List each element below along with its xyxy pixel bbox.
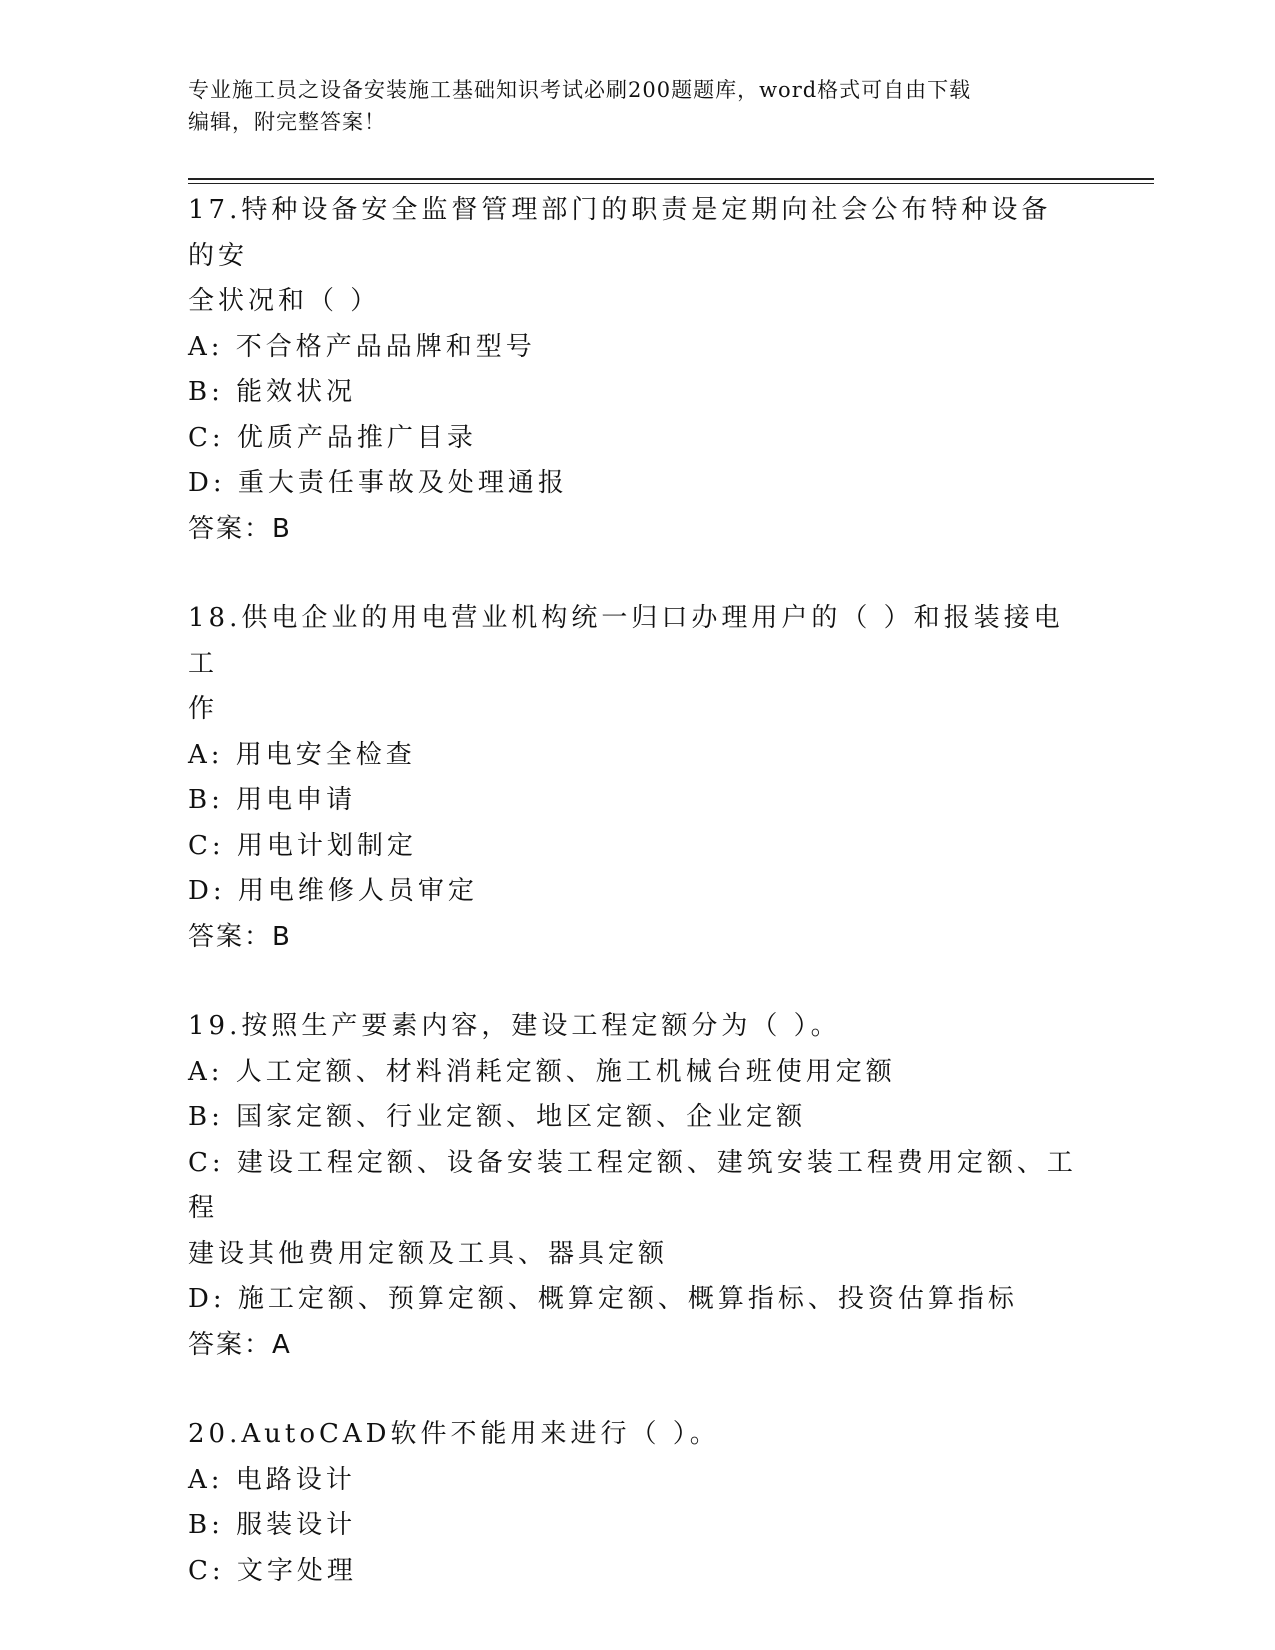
option-b: B: 用电申请 [188, 785, 357, 815]
answer-label: 答案：B [188, 921, 292, 952]
option-a: A: 人工定额、材料消耗定额、施工机械台班使用定额 [188, 1056, 896, 1087]
option-c: C: 优质产品推广目录 [188, 422, 477, 453]
document-header [188, 74, 1068, 138]
question-stem: 作 [188, 694, 219, 724]
option-d: D: 重大责任事故及处理通报 [188, 468, 568, 498]
option-c: C: 建设工程定额、设备安装工程定额、建筑安装工程费用定额、工程 [188, 1147, 1077, 1223]
question-17 [188, 188, 1078, 552]
question-stem: 全状况和（ ） [188, 286, 381, 316]
question-18 [188, 596, 1078, 960]
header-divider-thick [188, 178, 1154, 180]
option-c: C: 用电计划制定 [188, 830, 417, 861]
question-list [188, 188, 1078, 1638]
question-19 [188, 1004, 1078, 1368]
header-line-1: 专业施工员之设备安装施工基础知识考试必刷200题题库，word格式可自由下载 [188, 78, 972, 102]
answer-label: 答案：B [188, 513, 292, 544]
option-b: B: 国家定额、行业定额、地区定额、企业定额 [188, 1102, 807, 1132]
option-d: D: 用电维修人员审定 [188, 876, 478, 906]
option-b: B: 能效状况 [188, 377, 357, 407]
option-c: C: 文字处理 [188, 1555, 357, 1586]
question-stem: 18.供电企业的用电营业机构统一归口办理用户的（ ）和报装接电工 [188, 603, 1064, 679]
option-b: B: 服装设计 [188, 1510, 357, 1540]
option-a: A: 电路设计 [188, 1464, 356, 1495]
answer-label: 答案：A [188, 1329, 292, 1360]
question-stem: 19.按照生产要素内容，建设工程定额分为（ ）。 [188, 1011, 841, 1041]
option-a: A: 不合格产品品牌和型号 [188, 331, 536, 362]
question-stem: 20.AutoCAD软件不能用来进行（ ）。 [188, 1419, 720, 1449]
option-a: A: 用电安全检查 [188, 739, 416, 770]
header-divider-thin [188, 183, 1154, 184]
option-d: D: 施工定额、预算定额、概算定额、概算指标、投资估算指标 [188, 1284, 1018, 1314]
question-stem: 17.特种设备安全监督管理部门的职责是定期向社会公布特种设备的安 [188, 195, 1052, 271]
option-c-continued: 建设其他费用定额及工具、器具定额 [188, 1238, 669, 1269]
header-line-2: 编辑，附完整答案！ [188, 110, 386, 134]
question-20 [188, 1412, 1078, 1594]
